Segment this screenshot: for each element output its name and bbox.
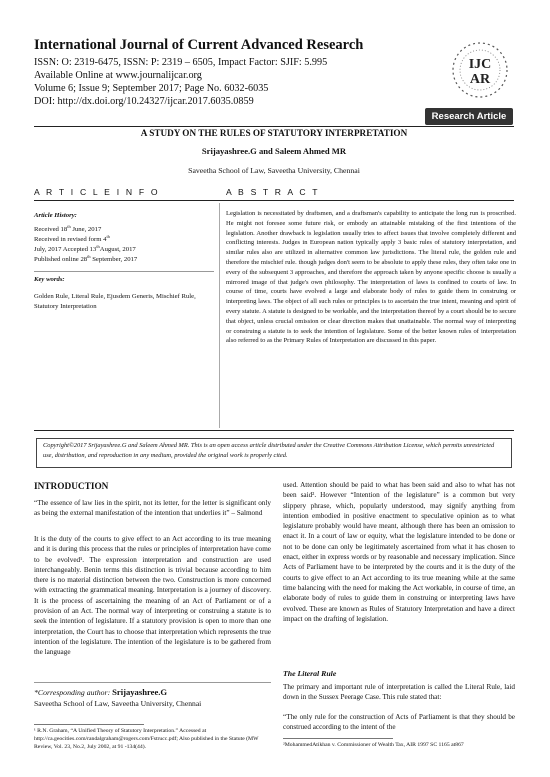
corresponding-name: Srijayashree.G xyxy=(112,687,168,697)
literal-rule-quote: “The only rule for the construction of Acts of Parliament is that they should be construed according to the intent of the xyxy=(283,713,515,732)
journal-doi: DOI: http://dx.doi.org/10.24327/ijcar.2017.6035.0859 xyxy=(34,96,254,107)
paper-affiliation: Saveetha School of Law, Saveetha University, Chennai xyxy=(188,166,360,175)
history-list xyxy=(34,225,214,265)
history-revised: Received in revised form 4th xyxy=(34,233,110,243)
keywords-rule xyxy=(34,271,214,272)
history-label: Article History: xyxy=(34,212,77,219)
history-accepted: July, 2017 Accepted 13thAugust, 2017 xyxy=(34,243,136,253)
journal-name: International Journal of Current Advanced Research xyxy=(34,37,364,53)
research-article-badge: Research Article xyxy=(425,108,513,125)
corresponding-label: *Corresponding author: xyxy=(34,688,111,697)
info-rule-top xyxy=(34,200,514,201)
abstract-heading: A B S T R A C T xyxy=(226,187,320,197)
keywords-label: Key words: xyxy=(34,276,65,283)
corresponding-rule xyxy=(34,682,271,683)
intro-quote: “The essence of law lies in the spirit, not its letter, for the letter is significant only as being the external manifestation of the intention that underlies it” – Salmond xyxy=(34,499,271,518)
copyright-text: Copyright©2017 Srijayashree.G and Saleem Ahmed MR. This is an open access article distributed under the Creative Commons Attribution License, which permits unrestricted use, distribution, and reproduction in any medium, provided the original work is properly cited. xyxy=(43,442,495,459)
article-info-heading: A R T I C L E I N F O xyxy=(34,187,160,197)
header-rule xyxy=(34,126,514,127)
journal-issn: ISSN: O: 2319-6475, ISSN: P: 2319 – 6505, Impact Factor: SJIF: 5.995 xyxy=(34,57,328,68)
abstract-text: Legislation is necessitated by draftsmen, and a draftsman's capability to anticipate the long run is proscribed. He might not foresee some future risk, or embody an attainable mistaking of the first intentions of the legislation. Another drawback is legislation usually tries to affect issues that involve completely different and conflicting interests. Judges in European nation typically apply 3 basic rules of statutory interpretation, and similar rules also are utilized in alternative common law jurisdictions. The literal rule, the golden rule and therefore the mischief rule. though judges don't seem to be absolute to apply these rules, they often take one in every of the subsequent 3 approaches, and therefore the approach taken by anyone specific choose is usually a mirrored image of that judge's own philosophy. The interpretation of laws is confined to courts of law. In course of time, courts have evolved a large and elaborate body of rules to guide them in construing or interpreting laws. The object of all such rules or principles is to ascertain the true intent, meaning and spirit of every statute. A statute is designed to be workable, and the interpretation thereof by a court should be to secure that object, unless crucial omission or clear direction makes that unattainable. The normal way of interpreting or construing a statute is to seek the intention of legislature. Some of the better known rules of interpretation also referred to as the Primary Rules of Interpretation are discussed in this paper. xyxy=(226,210,516,345)
literal-rule-heading: The Literal Rule xyxy=(283,669,337,678)
keywords-text: Golden Rule, Literal Rule, Ejusdem Generis, Mischief Rule, Statutory Interpretation xyxy=(34,293,196,310)
col2-paragraph-1: used. Attention should be paid to what has been said and also to what has not been said². However “Intention of the legislature” is a common but very slippery phrase, which, popularly understood, may signify anything from intention embodied in positive enactment to speculative opinion as to what legislature probably would have meant, although there has been an omission to enact it. In a court of law or equity, what the legislature intended to be done or not to be done can only be legitimately ascertained from what it has chosen to enact, either in express words or by reasonable and necessary implication. Since Acts of Parliament have to be interpreted by the courts and it is the duty of the courts to give effect to an Act according to its true meaning while at the same time balancing with the need for making the Act workable, in course of time, an elaborate body of rules to guide them in construing or interpreting laws have evolved. These are known as Rules of Statutory Interpretation and have a direct impact on the drafting of legislation. xyxy=(283,481,515,623)
footnote-2: ²MohammedAtikhan v. Commissioner of Wealth Tax, AIR 1997 SC 1165 at867 xyxy=(283,742,464,748)
corresponding-author xyxy=(34,687,271,697)
footnote-1: ¹ R.N. Graham, “A Unified Theory of Statutory Interpretation.” Accessed at http://ca.geocities.com/randalgraham@rogers.com/Fstrucc.pdf; Also published in the Statute (MW Review, Vol. 23, No.2, July 2002, at 91 -134(44). xyxy=(34,728,259,750)
info-divider xyxy=(219,203,220,428)
corresponding-affil: Saveetha School of Law, Saveetha University, Chennai xyxy=(34,699,202,708)
footnote-rule-1 xyxy=(34,724,144,725)
history-received: Received 18th June, 2017 xyxy=(34,223,102,233)
intro-heading: INTRODUCTION xyxy=(34,482,109,492)
info-rule-bottom xyxy=(34,430,514,431)
intro-paragraph-1: It is the duty of the courts to give effect to an Act according to its true meaning and it is during this process that the rules or principles of interpretation have come to be evolved¹. The expression interpretation and construction are used interchangeably. Benin terms this distinction is trivial because according to him there is no material distinction between the two. Construction is more concerned with extracting the grammatical meaning. Interpretation is a journey of discovery. It is the process of ascertaining the meaning of an Act of Parliament or of a provision of an Act. The normal way of interpreting or construing a statute is to seek the intention of legislature. If a statutory provision is open to more than one interpretation, the Court has to choose that interpretation which represents the true intention of the legislature. The intention of the legislature is to be gathered from the language xyxy=(34,535,271,657)
literal-rule-paragraph: The primary and important rule of interpretation is called the Literal Rule, laid down in the Sussex Peerage Case. This rule stated that: xyxy=(283,683,515,702)
history-published: Published online 28th September, 2017 xyxy=(34,253,138,263)
paper-authors: Srijayashree.G and Saleem Ahmed MR xyxy=(201,146,347,156)
journal-logo xyxy=(445,40,515,100)
svg-text:IJC: IJC xyxy=(468,57,492,72)
svg-text:AR: AR xyxy=(469,72,491,87)
paper-title: A STUDY ON THE RULES OF STATUTORY INTERPRETATION xyxy=(140,128,408,138)
footnote-rule-2 xyxy=(283,738,393,739)
copyright-box xyxy=(36,438,512,468)
journal-volume: Volume 6; Issue 9; September 2017; Page No. 6032-6035 xyxy=(34,83,269,94)
journal-available: Available Online at www.journalijcar.org xyxy=(34,70,202,81)
